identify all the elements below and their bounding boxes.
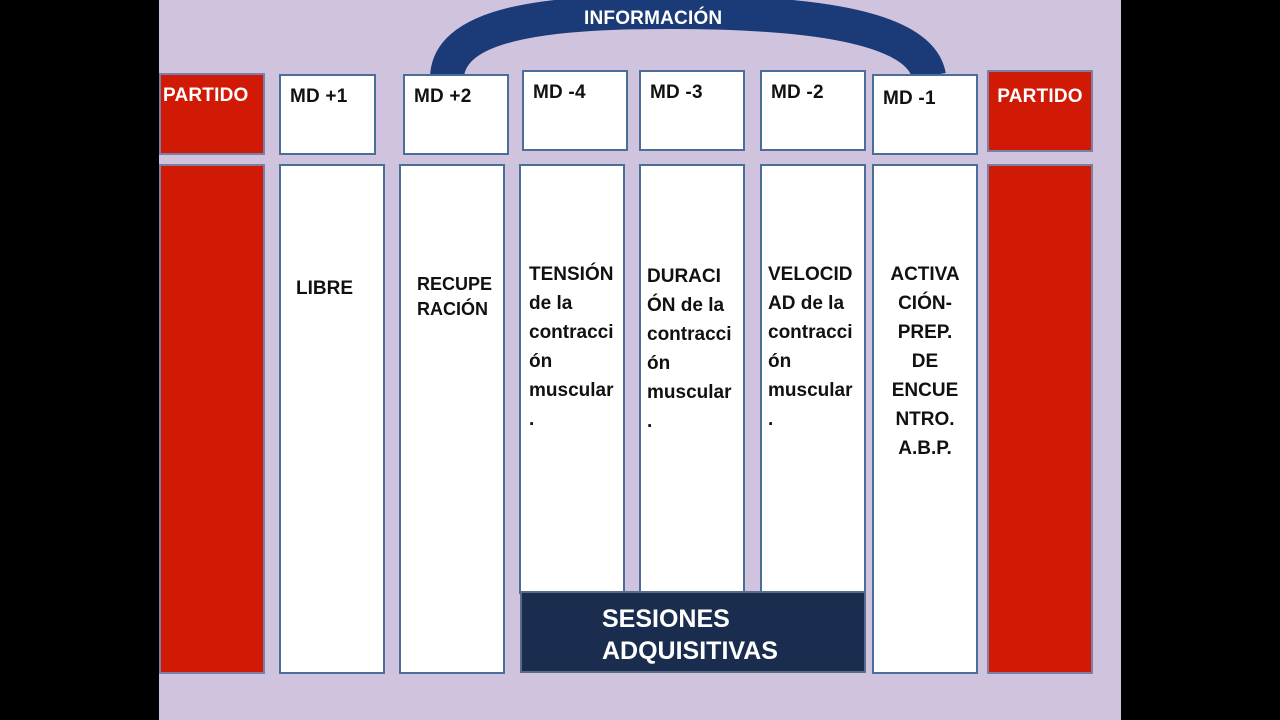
md-plus1-body: [279, 164, 385, 674]
match-left-body: [159, 164, 265, 674]
md-plus1-label: MD +1: [290, 86, 348, 107]
microcycle-diagram: [159, 0, 1121, 720]
md-minus4-body: [519, 164, 625, 594]
md-minus1-content: ACTIVA CIÓN- PREP. DE ENCUE NTRO. A.B.P.: [890, 264, 960, 459]
md-minus1-header: [872, 74, 978, 155]
md-minus4-content: TENSIÓN de la contracci ón muscular .: [529, 264, 614, 430]
md-minus2-content: VELOCID AD de la contracci ón muscular .: [768, 264, 853, 430]
md-plus2-label: MD +2: [414, 86, 472, 107]
md-minus2-label: MD -2: [771, 82, 824, 103]
md-minus3-body: [639, 164, 745, 594]
md-minus1-body: [872, 164, 978, 674]
md-minus3-content: DURACI ÓN de la contracci ón muscular .: [647, 266, 732, 432]
md-minus1-label: MD -1: [883, 88, 936, 109]
match-left-header: [159, 73, 265, 155]
md-minus2-header: [760, 70, 866, 151]
md-plus1-content: LIBRE: [296, 278, 353, 299]
match-left-label: PARTIDO: [163, 85, 249, 106]
md-minus4-label: MD -4: [533, 82, 586, 103]
information-label: INFORMACIÓN: [584, 8, 723, 29]
md-minus4-header: [522, 70, 628, 151]
md-minus3-header: [639, 70, 745, 151]
md-minus2-body: [760, 164, 866, 594]
md-plus2-header: [403, 74, 509, 155]
md-plus1-header: [279, 74, 376, 155]
md-minus3-label: MD -3: [650, 82, 703, 103]
md-plus2-content: RECUPE RACIÓN: [417, 274, 493, 319]
match-right-body: [987, 164, 1093, 674]
match-right-label: PARTIDO: [997, 86, 1083, 107]
acquisitive-sessions-band: SESIONES ADQUISITIVAS: [520, 591, 866, 673]
match-right-header: [987, 70, 1093, 152]
md-plus2-body: [399, 164, 505, 674]
